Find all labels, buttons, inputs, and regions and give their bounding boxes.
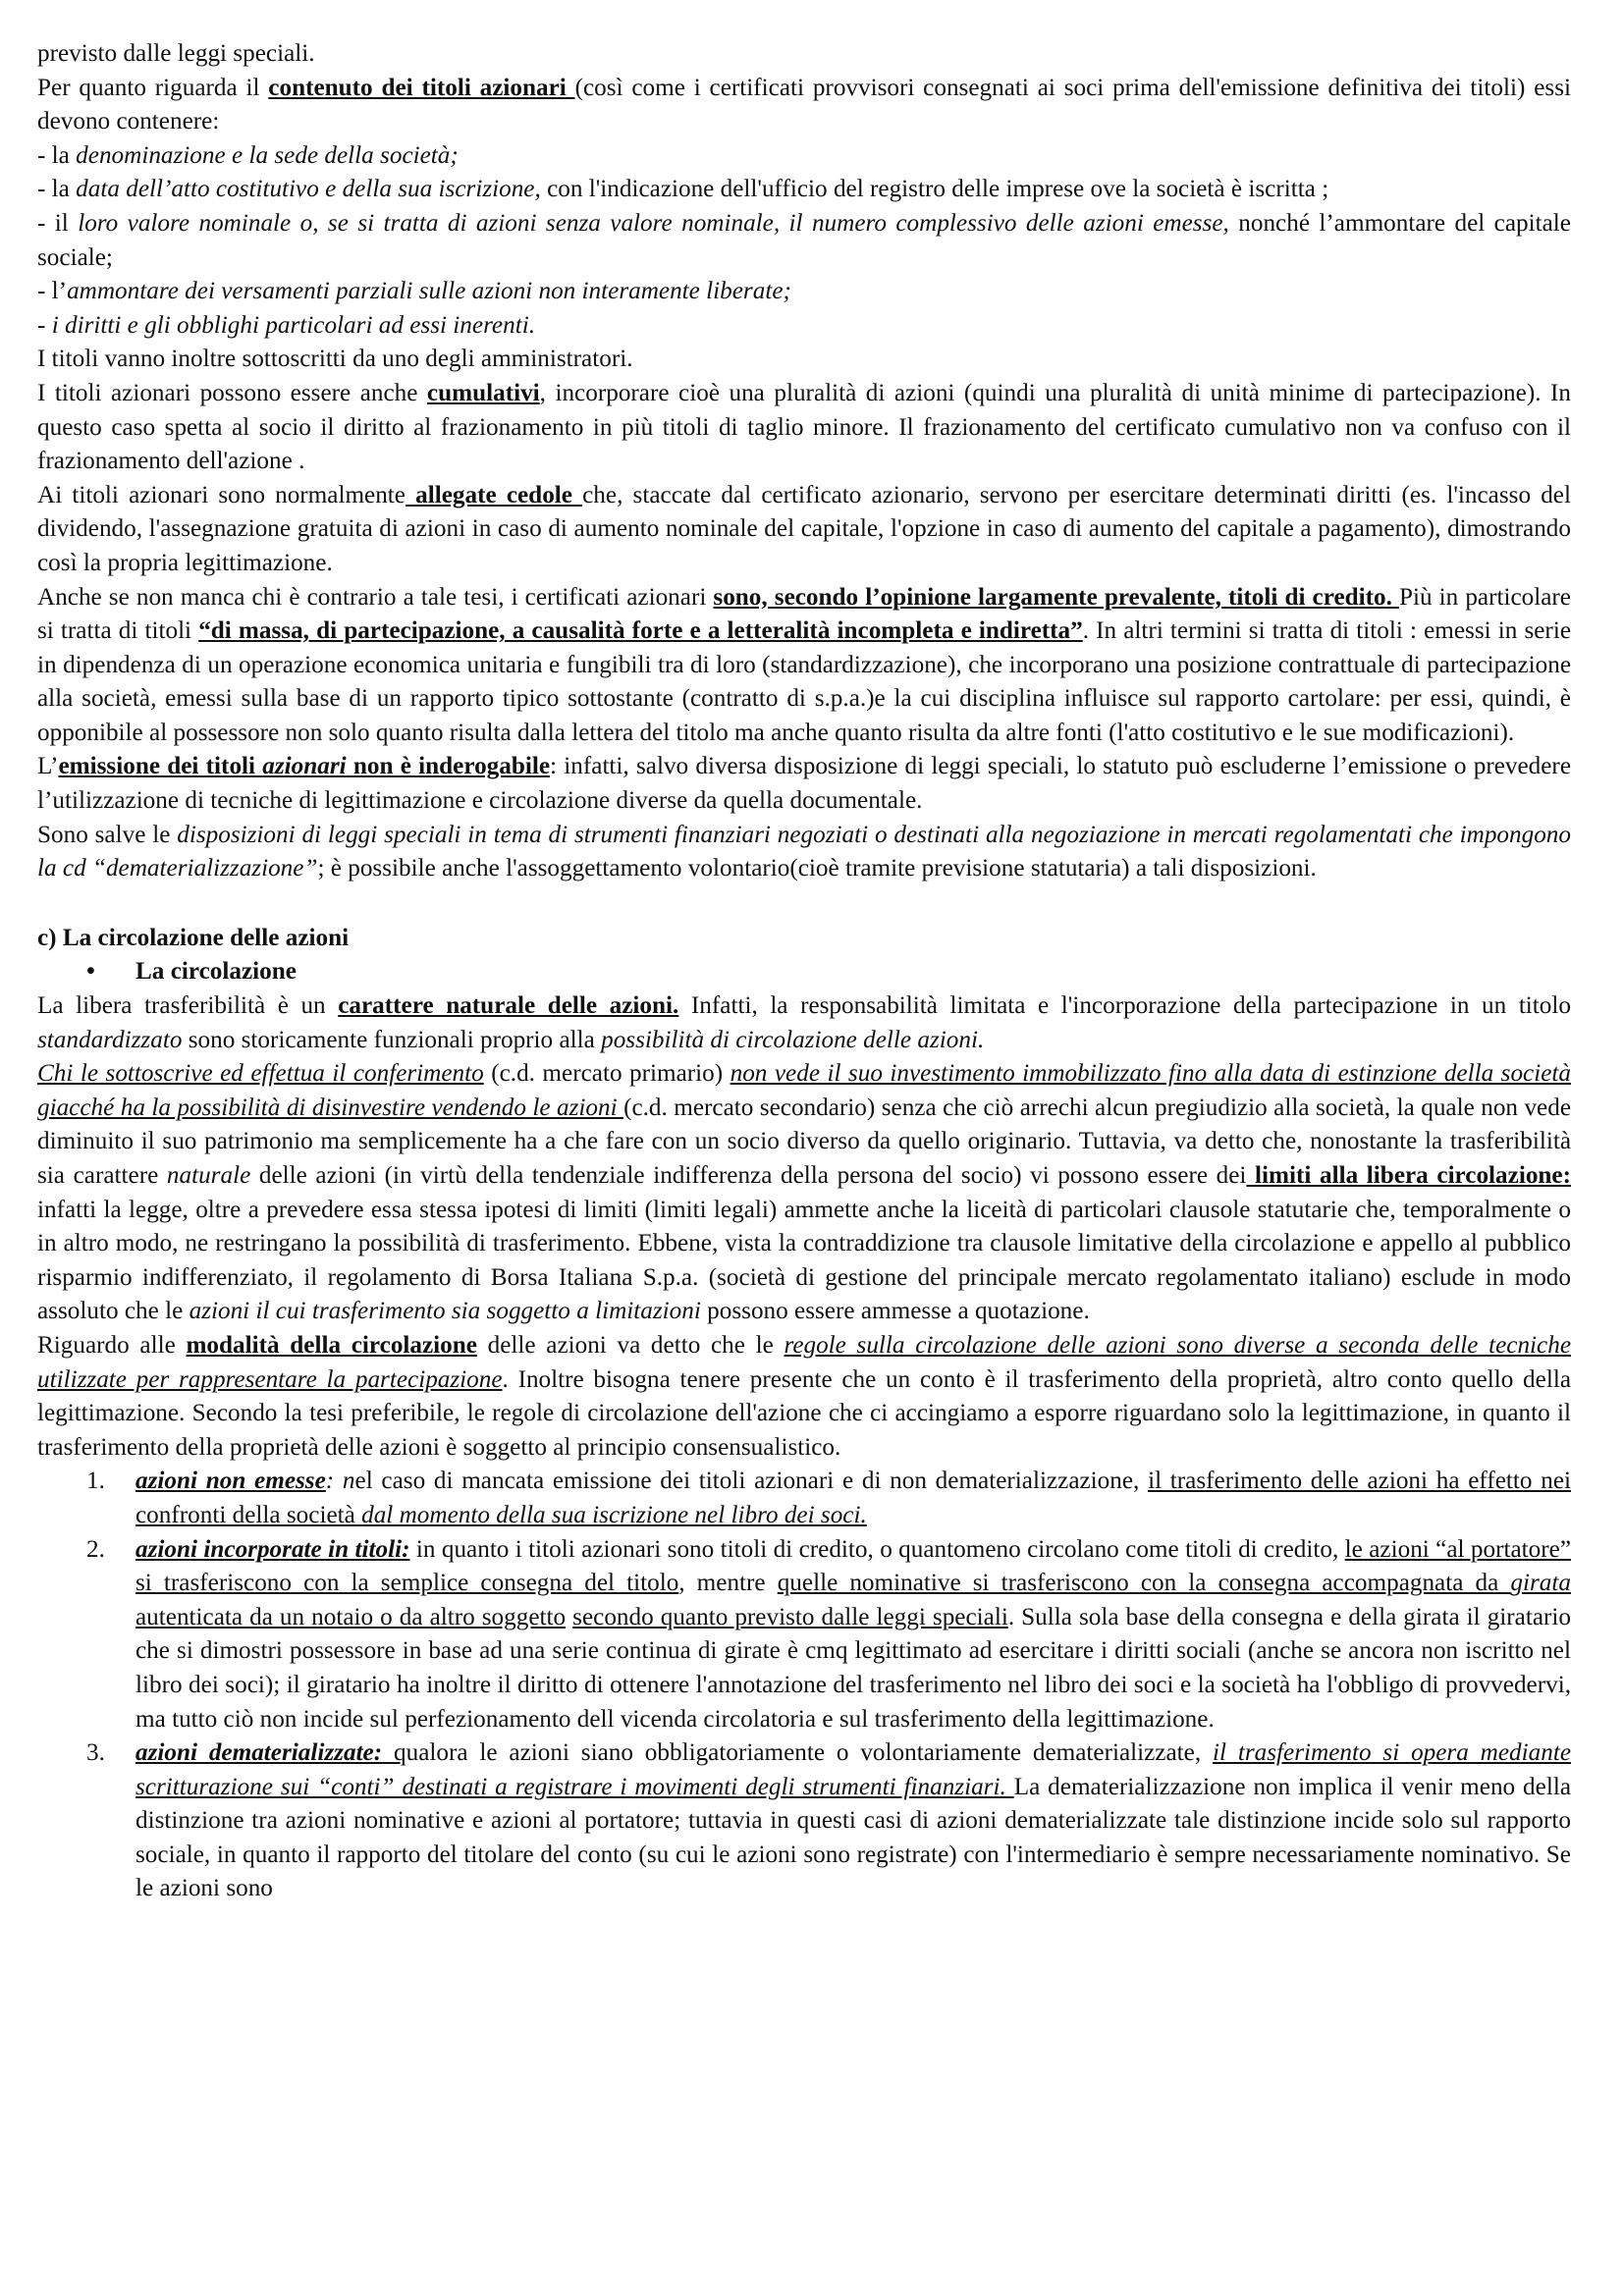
list-item: - la denominazione e la sede della società; bbox=[37, 141, 459, 169]
paragraph: Chi le sottoscrive ed effettua il conferimento (c.d. mercato primario) non vede il suo investimento immobilizzato fino alla data di estinzione della società giacché ha la possibilità di disinvestire vendendo le azioni (c.d. mercato secondario) senza che ciò arrechi alcun pregiudizio alla società, la quale non vede diminuito il suo patrimonio ma semplicemente ha a che fare con un socio diverso da quello originario. Tuttavia, va detto che, nonostante la trasferibilità sia carattere naturale delle azioni (in virtù della tendenziale indifferenza della persona del socio) vi possono essere dei limiti alla libera circolazione: infatti la legge, oltre a prevedere essa stessa ipotesi di limiti (limiti legali) ammette anche la liceità di particolari clausole statutarie che, temporalmente o in altro modo, ne restringano la possibilità di trasferimento. Ebbene, vista la contraddizione tra clausole limitative della circolazione e appello al pubblico risparmio indifferenziato, il regolamento di Borsa Italiana S.p.a. (società di gestione del principale mercato regolamentato italiano) esclude in modo assoluto che le azioni il cui trasferimento sia soggetto a limitazioni possono essere ammesse a quotazione. bbox=[37, 1060, 1571, 1325]
paragraph: Riguardo alle modalità della circolazione delle azioni va detto che le regole sulla circolazione delle azioni sono diverse a seconda delle tecniche utilizzate per rappresentare la partecipazione. Inoltre bisogna tenere presente che un conto è il trasferimento della proprietà, altro conto quello della legittimazione. Secondo la tesi preferibile, le regole di circolazione dell'azione che ci accingiamo a esporre riguardano solo la legittimazione, in quanto il trasferimento della proprietà delle azioni è soggetto al principio consensualistico. bbox=[37, 1331, 1571, 1461]
paragraph: L’emissione dei titoli azionari non è inderogabile: infatti, salvo diversa disposizione di leggi speciali, lo statuto può escluderne l’emissione o prevedere l’utilizzazione di tecniche di legittimazione e circolazione diverse da quella documentale. bbox=[37, 753, 1572, 815]
paragraph: I titoli vanno inoltre sottoscritti da uno degli amministratori. bbox=[37, 346, 633, 373]
list-item: - il loro valore nominale o, se si tratta di azioni senza valore nominale, il numero complessivo delle azioni emesse, nonché l’ammontare del capitale sociale; bbox=[37, 209, 1571, 271]
subheading: • La circolazione bbox=[37, 955, 1571, 989]
paragraph: previsto dalle leggi speciali. bbox=[37, 40, 315, 67]
paragraph: Ai titoli azionari sono normalmente allegate cedole che, staccate dal certificato azionario, servono per esercitare determinati diritti (es. l'incasso del dividendo, l'assegnazione gratuita di azioni in caso di aumento nominale del capitale, l'opzione in caso di aumento del capitale a pagamento), dimostrando così la propria legittimazione. bbox=[37, 481, 1571, 576]
list-item: 3. azioni dematerializzate: qualora le azioni siano obbligatoriamente o volontariamente dematerializzate, il trasferimento si opera mediante scritturazione sui “conti” destinati a registrare i movimenti degli strumenti finanziari. La dematerializzazione non implica il venir meno della distinzione tra azioni nominative e azioni al portatore; tuttavia in questi casi di azioni dematerializzate tale distinzione incide solo sul rapporto sociale, in quanto il rapporto del titolare del conto (su cui le azioni sono registrate) con l'intermediario è sempre necessariamente nominativo. Se le azioni sono bbox=[86, 1739, 1572, 1902]
paragraph: La libera trasferibilità è un carattere naturale delle azioni. Infatti, la responsabilità limitata e l'incorporazione della partecipazione in un titolo standardizzato sono storicamente funzionali proprio alla possibilità di circolazione delle azioni. bbox=[37, 992, 1571, 1053]
list-item: - l’ammontare dei versamenti parziali sulle azioni non interamente liberate; bbox=[37, 278, 791, 305]
paragraph: Sono salve le disposizioni di leggi speciali in tema di strumenti finanziari negoziati o destinati alla negoziazione in mercati regolamentati che impongono la cd “dematerializzazione”; è possibile anche l'assoggettamento volontario(cioè tramite previsione statutaria) a tali disposizioni. bbox=[37, 821, 1571, 882]
paragraph: Anche se non manca chi è contrario a tale tesi, i certificati azionari sono, secondo l’opinione largamente prevalente, titoli di credito. Più in particolare si tratta di titoli “di massa, di partecipazione, a causalità forte e a letteralità incompleta e indiretta”. In altri termini si tratta di titoli : emessi in serie in dipendenza di un operazione economica unitaria e fungibili tra di loro (standardizzazione), che incorporano una posizione contrattuale di partecipazione alla società, emessi sulla base di un rapporto tipico sottostante (contratto di s.p.a.)e la cui disciplina influisce sul rapporto cartolare: per essi, quindi, è opponibile al possessore non solo quanto risulta dalla lettera del titolo ma anche quanto risulta da altre fonti (l'atto costitutivo e le sue modificazioni). bbox=[37, 583, 1571, 746]
spacer bbox=[37, 886, 1571, 922]
section-heading: c) La circolazione delle azioni bbox=[37, 924, 350, 951]
list-item: - la data dell’atto costitutivo e della sua iscrizione, con l'indicazione dell'ufficio del registro delle imprese ove la società è iscritta ; bbox=[37, 176, 1329, 203]
list-item: - i diritti e gli obblighi particolari ad essi inerenti. bbox=[37, 311, 535, 339]
list-item: 2. azioni incorporate in titoli: in quanto i titoli azionari sono titoli di credito, o quantomeno circolano come titoli di credito, le azioni “al portatore” si trasferiscono con la semplice consegna del titolo, mentre quelle nominative si trasferiscono con la consegna accompagnata da girata autenticata da un notaio o da altro soggetto secondo quanto previsto dalle leggi speciali. Sulla sola base della consegna e della girata il giratario che si dimostri possessore in base ad una serie continua di girate è cmq legittimato ad esercitare i diritti sociali (anche se ancora non iscritto nel libro dei soci); il giratario ha inoltre il diritto di ottenere l'annotazione del trasferimento nel libro dei soci e la società ha l'obbligo di provvedervi, ma tutto ciò non incide sul perfezionamento dell vicenda circolatoria e sul trasferimento della legittimazione. bbox=[86, 1535, 1572, 1733]
paragraph: I titoli azionari possono essere anche cumulativi, incorporare cioè una pluralità di azioni (quindi una pluralità di unità minime di partecipazione). In questo caso spetta al socio il diritto al frazionamento in più titoli di taglio minore. Il frazionamento del certificato cumulativo non va confuso con il frazionamento dell'azione . bbox=[37, 379, 1571, 475]
list-item: 1. azioni non emesse: nel caso di mancata emissione dei titoli azionari e di non dematerializzazione, il trasferimento delle azioni ha effetto nei confronti della società dal momento della sua iscrizione nel libro dei soci. bbox=[86, 1468, 1572, 1528]
numbered-list bbox=[37, 1465, 1571, 1906]
bullet-icon: • bbox=[86, 958, 95, 986]
paragraph: Per quanto riguarda il contenuto dei titoli azionari (così come i certificati provvisori consegnati ai soci prima dell'emissione definitiva dei titoli) essi devono contenere: bbox=[37, 74, 1571, 135]
